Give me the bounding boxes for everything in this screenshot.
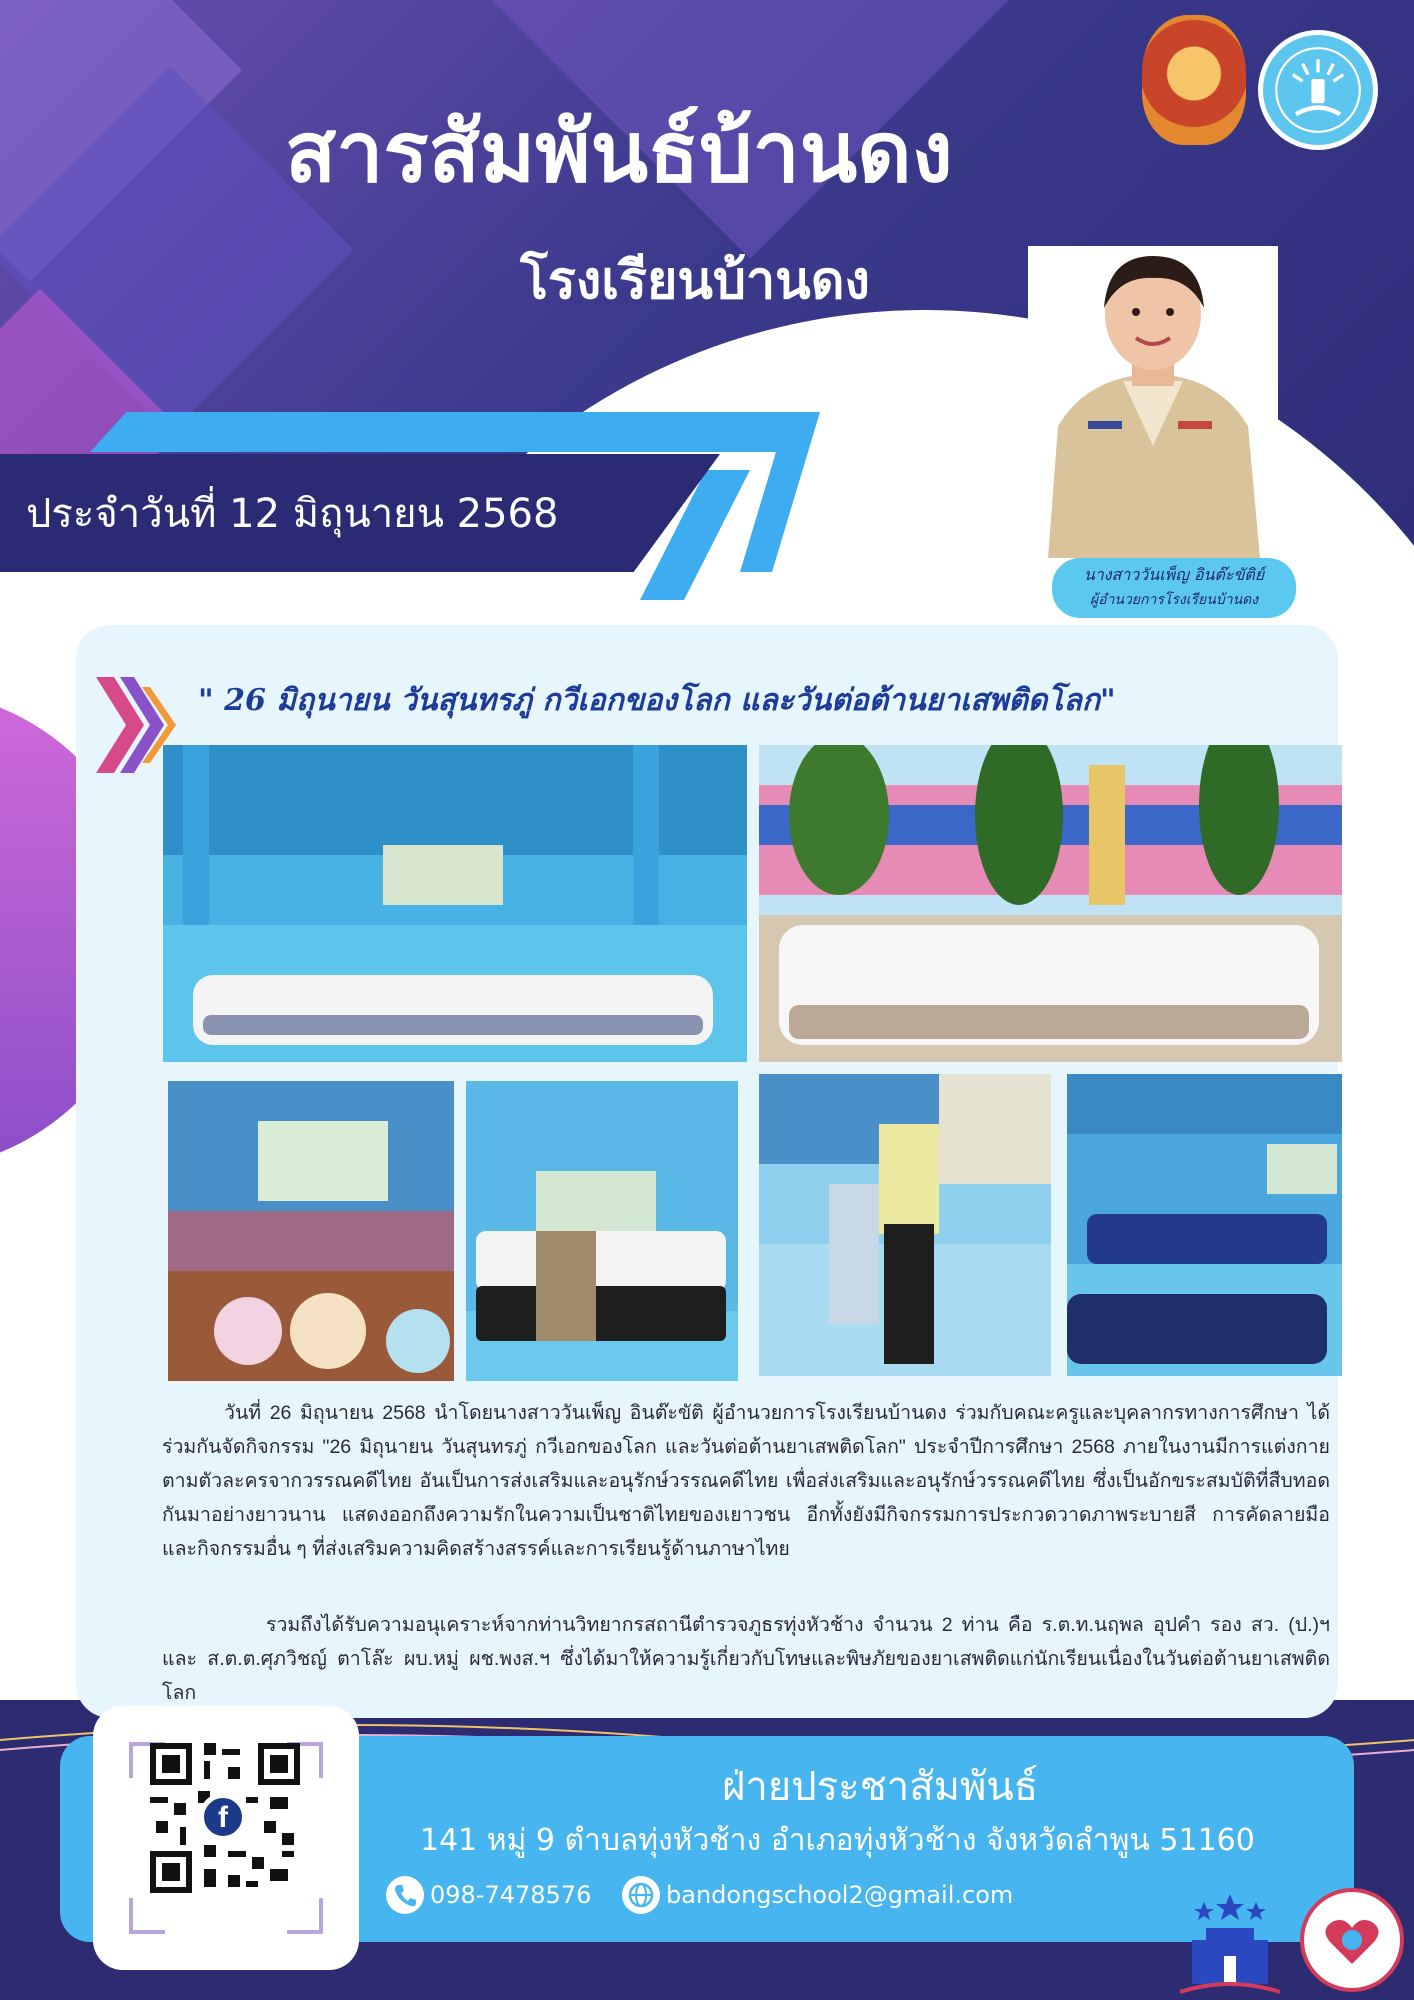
department-name: ฝ่ายประชาสัมพันธ์	[721, 1764, 1039, 1810]
school-logo	[1258, 30, 1378, 150]
phone-number[interactable]: 098-7478576	[430, 1881, 592, 1909]
photo-costume-display	[168, 1081, 454, 1381]
photo-morning-assembly	[759, 745, 1342, 1062]
phone-icon	[386, 1876, 424, 1914]
facebook-icon[interactable]: f	[199, 1793, 247, 1841]
decor-stripe	[90, 412, 820, 452]
issue-date: ประจำวันที่ 12 มิถุนายน 2568	[26, 491, 559, 537]
article-paragraph-2: รวมถึงได้รับความอนุเคราะห์จากท่านวิทยากรสถานีตำรวจภูธรทุ่งหัวช้าง จำนวน 2 ท่าน คือ ร.ต.ท.นฤพล อุปคำ รอง สว. (ป.)ฯ และ ส.ต.ต.ศุภวิชญ์ ตาโล๊ะ ผบ.หมู่ ผช.พงส.ฯ ซึ่งได้มาให้ความรู้เกี่ยวกับโทษและพิษภัยของยาเสพติดแก่นักเรียนเนื่องในวันต่อต้านยาเสพติดโลก	[162, 1614, 1330, 1704]
director-caption	[1052, 558, 1296, 618]
director-position: ผู้อำนวยการโรงเรียนบ้านดง	[1089, 592, 1259, 608]
photo-students-hall	[163, 745, 747, 1062]
obec-logo	[1142, 15, 1246, 145]
school-name: โรงเรียนบ้านดง	[520, 251, 870, 311]
school-address: 141 หมู่ 9 ตำบลทุ่งหัวช้าง อำเภอทุ่งหัวช้าง จังหวัดลำพูน 51160	[420, 1823, 1255, 1858]
globe-icon	[622, 1876, 660, 1914]
photo-student-costume	[759, 1074, 1051, 1376]
email-address[interactable]: bandongschool2@gmail.com	[666, 1881, 1014, 1909]
drug-free-school-logo	[1300, 1888, 1404, 1992]
photo-kindergarten-class	[1067, 1074, 1342, 1376]
director-photo	[1028, 246, 1278, 558]
article-headline: " 26 มิถุนายน วันสุนทรภู่ กวีเอกของโลก และวันต่อต้านยาเสพติดโลก"	[198, 683, 1116, 718]
photo-police-speakers	[466, 1081, 738, 1381]
qr-corner	[287, 1898, 323, 1934]
newsletter-title: สารสัมพันธ์บ้านดง	[285, 103, 953, 201]
article-paragraph-1: วันที่ 26 มิถุนายน 2568 นำโดยนางสาววันเพ็ญ อินต๊ะขัติ ผู้อำนวยการโรงเรียนบ้านดง ร่วมกับคณะครูและบุคลากรทางการศึกษา ได้ร่วมกันจัดกิจกรรม "26 มิถุนายน วันสุนทรภู่ กวีเอกของโลก และวันต่อต้านยาเสพติดโลก" ประจำปีการศึกษา 2568 ภายในงานมีการแต่งกายตามตัวละครจากวรรณคดีไทย อันเป็นการส่งเสริมและอนุรักษ์วรรณคดีไทย เพื่อส่งเสริมและอนุรักษ์วรรณคดีไทย ซึ่งเป็นอักขระสมบัติที่สืบทอดกันมาอย่างยาวนาน แสดงออกถึงความรักในความเป็นชาติไทยของเยาวชน อีกทั้งยังมีกิจกรรมการประกวดวาดภาพระบายสี การคัดลายมือ และกิจกรรมอื่น ๆ ที่ส่งเสริมความคิดสร้างสรรค์และการเรียนรู้ด้านภาษาไทย	[162, 1402, 1330, 1560]
qr-corner	[129, 1898, 165, 1934]
director-name: นางสาววันเพ็ญ อินต๊ะขัติย์	[1083, 565, 1265, 584]
castle-badge-logo	[1170, 1880, 1290, 2000]
